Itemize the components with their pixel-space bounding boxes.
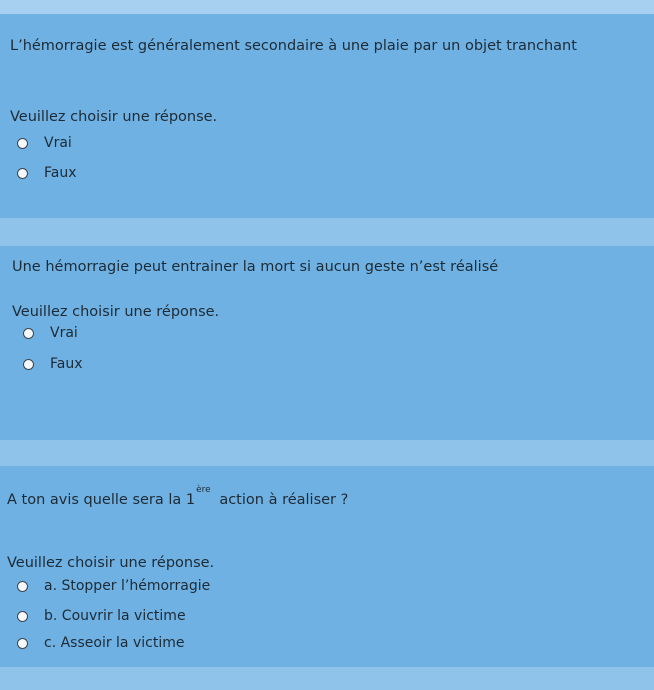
top-strip xyxy=(0,0,654,14)
option-vrai[interactable] xyxy=(17,135,72,151)
question-text-before: A ton avis quelle sera la xyxy=(7,492,182,508)
question-text: Une hémorragie peut entrainer la mort si aucun geste n’est réalisé xyxy=(12,259,499,275)
option-label: Vrai xyxy=(44,135,72,151)
option-label: c. Asseoir la victime xyxy=(44,635,185,651)
question-card-2 xyxy=(0,246,654,440)
radio-button[interactable] xyxy=(17,638,28,649)
radio-button[interactable] xyxy=(17,168,28,179)
option-b[interactable] xyxy=(17,608,186,624)
ordinal-suffix: ère xyxy=(196,485,211,495)
option-c[interactable] xyxy=(17,635,184,651)
radio-button[interactable] xyxy=(17,581,28,592)
option-label: a. Stopper l’hémorragie xyxy=(44,578,211,594)
option-a[interactable] xyxy=(17,578,210,594)
question-text: L’hémorragie est généralement secondaire à une plaie par un objet tranchant xyxy=(10,38,577,54)
question-text xyxy=(7,485,348,508)
answer-prompt: Veuillez choisir une réponse. xyxy=(7,555,215,571)
option-label: Faux xyxy=(50,356,83,372)
radio-button[interactable] xyxy=(17,611,28,622)
radio-button[interactable] xyxy=(17,138,28,149)
ordinal-number: 1 xyxy=(185,492,196,508)
radio-button[interactable] xyxy=(23,328,34,339)
option-vrai[interactable] xyxy=(23,325,78,341)
option-faux[interactable] xyxy=(17,165,77,181)
question-text-after: action à réaliser ? xyxy=(219,492,349,508)
option-label: b. Couvrir la victime xyxy=(44,608,186,624)
answer-prompt: Veuillez choisir une réponse. xyxy=(12,304,220,320)
option-label: Vrai xyxy=(50,325,78,341)
question-card-1 xyxy=(0,14,654,218)
answer-prompt: Veuillez choisir une réponse. xyxy=(10,109,218,125)
radio-button[interactable] xyxy=(23,359,34,370)
option-faux[interactable] xyxy=(23,356,83,372)
option-label: Faux xyxy=(44,165,77,181)
question-card-3 xyxy=(0,466,654,667)
